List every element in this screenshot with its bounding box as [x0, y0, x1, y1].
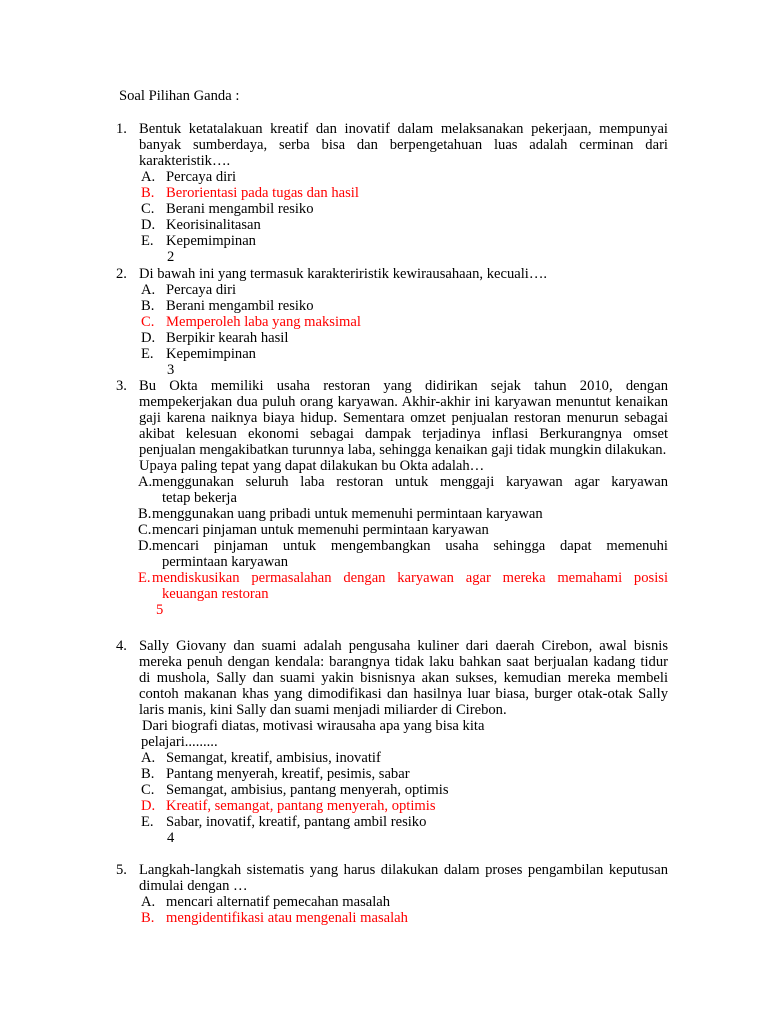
option-label: D. [138, 538, 153, 554]
option-text: Sabar, inovatif, kreatif, pantang ambil resiko [166, 814, 427, 830]
option-c[interactable] [138, 522, 668, 538]
option-text: Kepemimpinan [166, 346, 256, 362]
option-text: Semangat, kreatif, ambisius, inovatif [166, 750, 381, 766]
question-number: 1. [116, 121, 127, 137]
option-text: mencari pinjaman untuk mengembangkan usaha sehingga dapat memenuhi [152, 538, 668, 554]
option-label: D. [141, 217, 156, 233]
option-label: E. [141, 346, 154, 362]
option-a[interactable] [138, 474, 668, 506]
option-d[interactable] [138, 538, 668, 570]
option-a[interactable] [141, 750, 668, 766]
option-label: B. [141, 910, 155, 926]
option-text: mencari pinjaman untuk memenuhi permintaan karyawan [152, 522, 489, 538]
question-prompt-continued: pelajari......... [141, 734, 218, 750]
question-number: 3. [116, 378, 127, 394]
option-c[interactable] [141, 782, 668, 798]
question-text: Di bawah ini yang termasuk karakteriristik kewirausahaan, kecuali…. [139, 266, 548, 282]
option-text: menggunakan seluruh laba restoran untuk menggaji karyawan agar karyawan [152, 474, 668, 490]
option-b[interactable] [141, 766, 668, 782]
question-text: Bentuk ketatalakuan kreatif dan inovatif dalam melaksanakan pekerjaan, mempunyai banyak sumberdaya, serba bisa dan berpengetahuan luas adalah cerminan dari karakteristik…. [139, 121, 668, 169]
option-label: B. [138, 506, 152, 522]
option-c[interactable] [141, 314, 668, 330]
option-d[interactable] [141, 330, 668, 346]
option-text-continued: tetap bekerja [162, 490, 237, 506]
page-title: Soal Pilihan Ganda : [119, 88, 240, 104]
option-label: E. [141, 233, 154, 249]
option-b[interactable] [138, 506, 668, 522]
option-a[interactable] [141, 169, 668, 185]
question-text: Langkah-langkah sistematis yang harus dilakukan dalam proses pengambilan keputusan dimulai dengan … [139, 862, 668, 894]
question-1 [116, 121, 668, 265]
option-d[interactable] [141, 798, 668, 814]
option-list [141, 750, 668, 846]
option-label: D. [141, 330, 156, 346]
answer-note: 4 [167, 830, 175, 846]
option-b[interactable] [141, 910, 668, 926]
option-label: C. [141, 201, 155, 217]
option-label: D. [141, 798, 156, 814]
option-text: Semangat, ambisius, pantang menyerah, optimis [166, 782, 449, 798]
question-number: 2. [116, 266, 127, 282]
option-list [141, 169, 668, 265]
question-2 [116, 266, 668, 378]
option-e[interactable] [141, 233, 668, 249]
option-text: Percaya diri [166, 282, 237, 298]
option-text: Kreatif, semangat, pantang menyerah, optimis [166, 798, 436, 814]
option-a[interactable] [141, 282, 668, 298]
option-list [138, 474, 668, 618]
answer-note: 5 [156, 602, 164, 618]
option-label: A. [141, 750, 156, 766]
question-4 [116, 638, 668, 846]
option-text: mengidentifikasi atau mengenali masalah [166, 910, 408, 926]
option-text-continued: keuangan restoran [162, 586, 269, 602]
option-label: B. [141, 766, 155, 782]
option-text-continued: permintaan karyawan [162, 554, 289, 570]
option-text: Percaya diri [166, 169, 237, 185]
option-label: E. [141, 814, 154, 830]
option-label: E. [138, 570, 151, 586]
option-label: C. [141, 782, 155, 798]
option-c[interactable] [141, 201, 668, 217]
option-e[interactable] [141, 814, 668, 830]
option-label: B. [141, 298, 155, 314]
option-text: Kepemimpinan [166, 233, 256, 249]
option-list [141, 894, 668, 926]
answer-note: 3 [167, 362, 175, 378]
question-number: 4. [116, 638, 127, 654]
option-list [141, 282, 668, 378]
question-prompt: Dari biografi diatas, motivasi wirausaha apa yang bisa kita [142, 718, 485, 734]
option-text: Keorisinalitasan [166, 217, 261, 233]
option-text: Berorientasi pada tugas dan hasil [166, 185, 359, 201]
option-text: mendiskusikan permasalahan dengan karyawan agar mereka memahami posisi [152, 570, 668, 586]
option-b[interactable] [141, 185, 668, 201]
option-text: Berani mengambil resiko [166, 201, 314, 217]
question-3 [116, 378, 668, 618]
option-text: mencari alternatif pemecahan masalah [166, 894, 391, 910]
question-text: Sally Giovany dan suami adalah pengusaha kuliner dari daerah Cirebon, awal bisnis mereka penuh dengan kendala: barangnya tidak laku bahkan saat berjualan kadang tidur di mushola, Sally dan suami yakin bisnisnya akan sukses, kemudian mereka membeli contoh makanan khas yang dimodifikasi dan hasilnya luar biasa, burger otak-otak Sally laris manis, kini Sally dan suami menjadi miliarder di Cirebon. [139, 638, 668, 718]
question-5 [116, 862, 668, 926]
option-label: B. [141, 185, 155, 201]
option-text: Pantang menyerah, kreatif, pesimis, sabar [166, 766, 410, 782]
option-text: menggunakan uang pribadi untuk memenuhi permintaan karyawan [152, 506, 543, 522]
option-b[interactable] [141, 298, 668, 314]
option-label: C. [141, 314, 155, 330]
option-label: A. [141, 169, 156, 185]
option-text: Memperoleh laba yang maksimal [166, 314, 361, 330]
option-text: Berani mengambil resiko [166, 298, 314, 314]
option-e[interactable] [141, 346, 668, 362]
option-d[interactable] [141, 217, 668, 233]
option-label: A. [141, 894, 156, 910]
option-label: A. [141, 282, 156, 298]
question-text: Bu Okta memiliki usaha restoran yang didirikan sejak tahun 2010, dengan mempekerjakan dua puluh orang karyawan. Akhir-akhir ini karyawan menuntut kenaikan gaji karena naiknya biaya hidup. Sementara omzet penjualan restoran menurun sebagai akibat kelesuan ekonomi sebagai dampak terjadinya inflasi Berkurangnya omset penjualan mengakibatkan turunnya laba, sehingga kenaikan gaji tidak mungkin dilakukan. [139, 378, 668, 458]
question-number: 5. [116, 862, 127, 878]
option-label: A. [138, 474, 153, 490]
option-text: Berpikir kearah hasil [166, 330, 289, 346]
question-prompt: Upaya paling tepat yang dapat dilakukan bu Okta adalah… [139, 458, 485, 474]
option-e[interactable] [138, 570, 668, 602]
option-label: C. [138, 522, 152, 538]
option-a[interactable] [141, 894, 668, 910]
answer-note: 2 [167, 249, 175, 265]
